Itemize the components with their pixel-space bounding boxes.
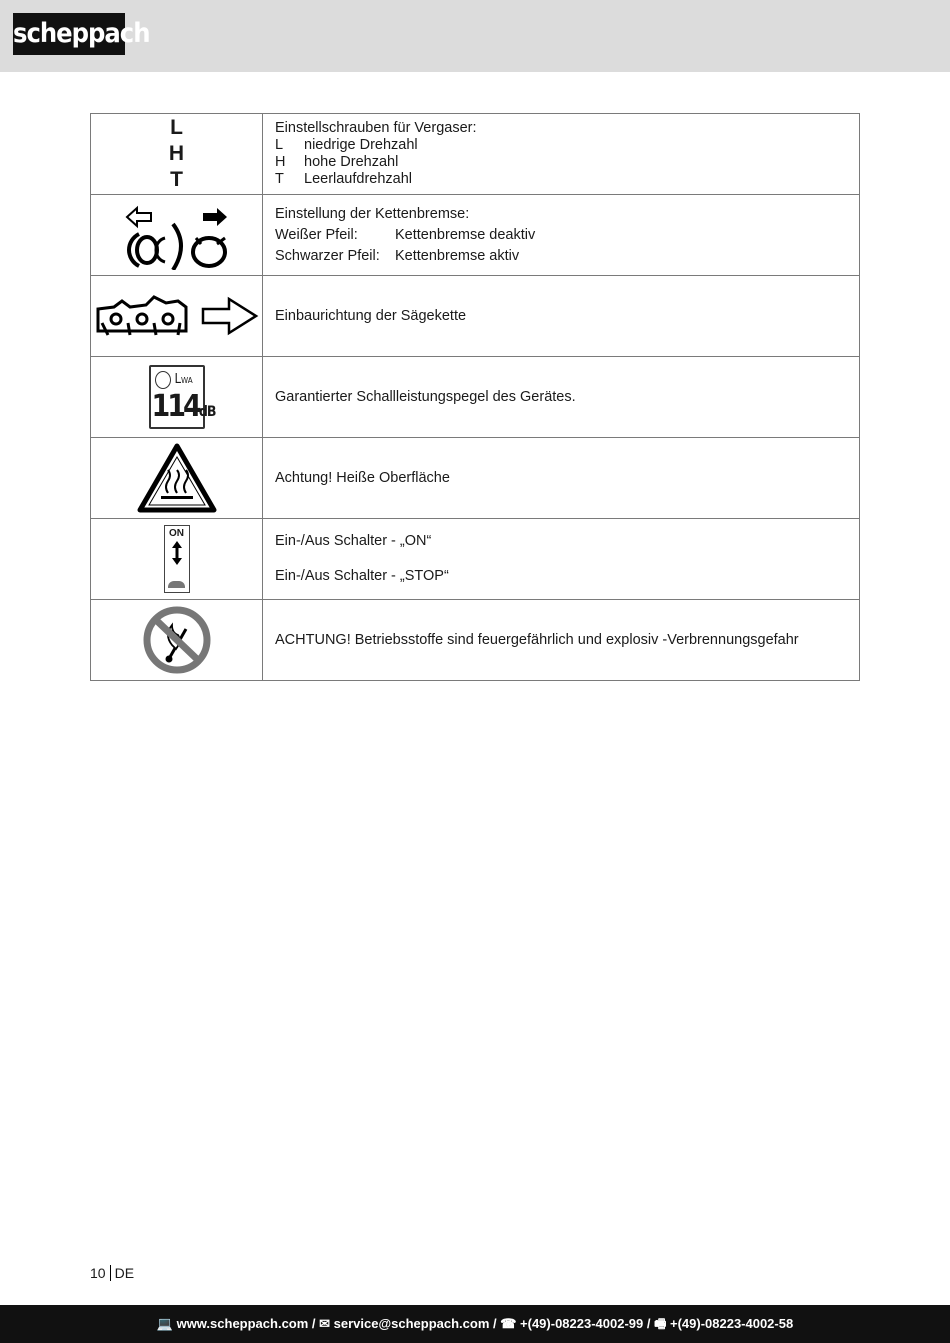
- sound-power-icon: LWA 114dB: [149, 365, 205, 429]
- chain-brake-icon: [117, 200, 237, 270]
- lht-letters-icon: L H T: [91, 114, 263, 195]
- row-text: Garantierter Schallleistungspegel des Gerätes.: [263, 357, 860, 438]
- table-row: [91, 519, 860, 600]
- saw-chain-direction-icon: [94, 293, 259, 339]
- on-off-switch-icon: ON: [164, 525, 190, 593]
- row-text-on: Ein-/Aus Schalter - „ON“: [275, 533, 432, 549]
- scheppach-logo: scheppach: [13, 13, 125, 55]
- row-text-stop: Ein-/Aus Schalter - „STOP“: [275, 568, 449, 584]
- symbols-table: [90, 113, 860, 681]
- page-number: 10 DE: [90, 1265, 135, 1281]
- no-fire-icon: [142, 605, 212, 675]
- table-row: [91, 276, 860, 357]
- table-row: Einstellung der Kettenbremse: Weißer Pfeil: Kettenbremse deaktiv Schwarzer Pfeil: Kettenbremse aktiv: [91, 195, 860, 276]
- table-row: [91, 438, 860, 519]
- table-row: [91, 357, 860, 438]
- row-title: Einstellung der Kettenbremse:: [275, 205, 470, 222]
- table-row: [91, 600, 860, 681]
- row-text: ACHTUNG! Betriebsstoffe sind feuergefährlich und explosiv -Verbrennungsgefahr: [263, 600, 860, 681]
- page-header: [0, 0, 950, 72]
- row-text: Achtung! Heiße Oberfläche: [263, 438, 860, 519]
- row-text: Einbaurichtung der Sägekette: [263, 276, 860, 357]
- table-row: L H T Einstellschrauben für Vergaser: L niedrige Drehzahl H hohe Drehzahl T Leerlaufdrehzahl: [91, 114, 860, 195]
- hot-surface-warning-icon: [137, 443, 217, 513]
- row-title: Einstellschrauben für Vergaser:: [275, 120, 477, 136]
- contact-footer: 💻 www.scheppach.com / ✉ service@scheppach.com / ☎ +(49)-08223-4002-99 / 🖷 +(49)-08223-4002-58: [0, 1305, 950, 1343]
